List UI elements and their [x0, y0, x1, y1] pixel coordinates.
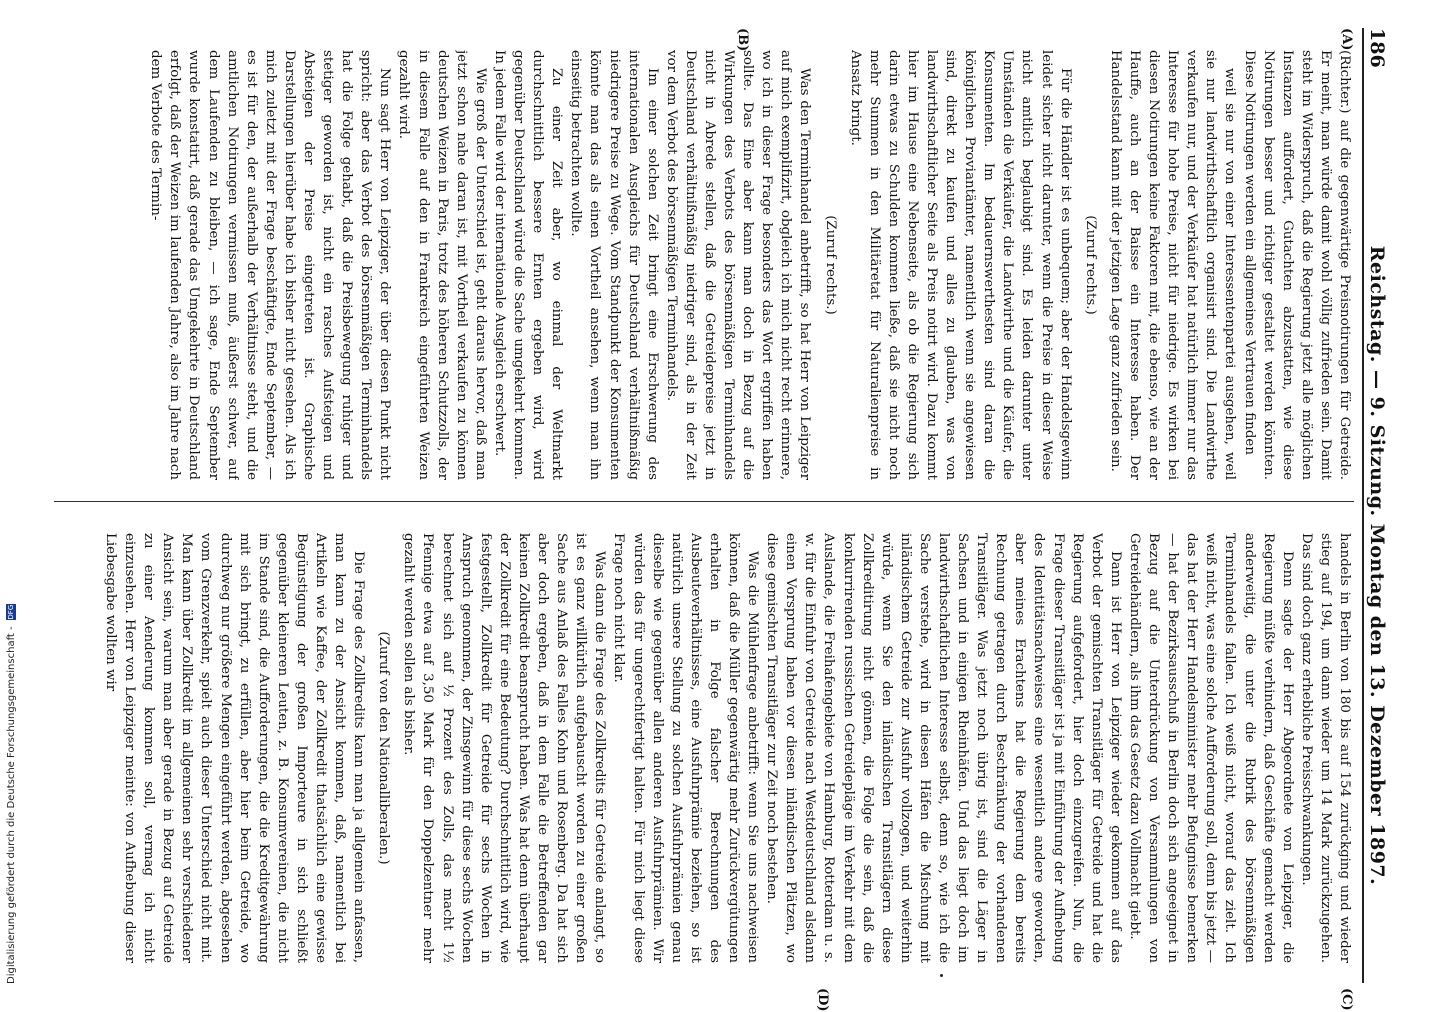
paragraph: Wie groß der Unterschied ist, geht daraus hervor, daß man jetzt schon nahe daran ist, mit Vortheil verkaufen zu können deutschen Weizen in Paris, trotz des höheren Schutzzolls, der in diesem Falle auf den in Frankreich eingeführten Weizen gezahlt wird.: [396, 50, 488, 480]
interjection: (Zuruf rechts.): [1082, 215, 1098, 315]
document-page: [45, 28, 1390, 1012]
paragraph: handels in Berlin von 180 bis auf 154 zurückging und wieder stieg auf 194, um dann wieder um 14 Mark zurückzugehen. Das sind doch ganz erhebliche Preisschwankungen.: [1298, 533, 1352, 963]
footer-credit: Digitalisierung gefördert durch die Deutsche Forschungsgemeinschaft -: [6, 626, 17, 984]
margin-marker-a: (A): [1339, 28, 1354, 51]
margin-marker-b: (B): [735, 28, 750, 52]
paragraph: Zu einer Zeit aber, wo einmal der Weltmarkt durchschnittlich bessere Ernten ergeben wird, wird gegenüber Deutschland würde die Sache umgekehrt kommen. In jedem Falle wird der internationale Ausgleich erschwert.: [491, 50, 565, 480]
margin-marker-c: (C): [1339, 988, 1354, 1011]
dfg-logo-icon: DFG: [7, 604, 15, 620]
paragraph: Denn sagte der Herr Abgeordnete von Leipziger, die Regierung müßte verhindern, daß Geschäfte gemacht werden anderweitig, die unter die Rubrik des börsenmäßigen Terminhandels fallen. Ich weiß nicht, worauf das zielt. Ich weiß nicht, was eine solche Aufforderung soll, denn bis jetzt — das hat der Herr Handelsminister mehr Befugnisse bemerken — hat der Bezirksausschuß in Berlin doch sich angeeignet in Bezug auf die Unterdrückung von Versammlungen von Getreidehändlern, als ihm das Gesetz dazu Vollmacht giebt.: [1126, 533, 1295, 963]
paragraph: Nun sagt Herr von Leipziger, der über diesen Punkt nicht spricht: aber das Verbot des börsenmäßigen Terminhandels hat die Folge gehabt, daß die Preisbewegung ruhiger und stetiger geworden ist, nicht ein rasches Aufsteigen und Absteigen der Preise eingetreten ist. Graphische Darstellungen hierüber habe ich bisher nicht gesehen. Als ich mich zuletzt mit der Frage beschäftigte, Ende September, — es ist für den, der außerhalb der Verhältnisse steht, und die amtlichen Notirungen vermissen muß, äußerst schwer, auf dem Laufenden zu bleiben, — ich sage, Ende September wurde konstatirt, daß gerade das Umgekehrte in Deutschland erfolgt, daß der Weizen im laufenden Jahre, also im Jahre nach dem Verbote des Termin-: [148, 50, 393, 480]
speck-mark: [940, 974, 943, 977]
page-number: 186: [1366, 28, 1388, 68]
right-text-column: [54, 533, 1354, 963]
page-title: Reichstag. — 9. Sitzung. Montag den 13. Dezember 1897.: [1366, 245, 1388, 886]
page-header: [1362, 28, 1390, 983]
paragraph: Dann ist Herr von Leipziger wieder gekommen auf das Verbot der gemischten Transitläger für Getreide und hat die Regierung aufgefordert, hier doch einzugreifen. Nun, die Frage dieser Transitläger ist ja mit Einführung der Aufhebung des Identitätsnachweises eine wesentlich andere geworden, aber meines Erachtens hat die Regierung dem bereits Rechnung getragen durch Beschränkung der vorhandenen Transitläger. Was jetzt noch übrig ist, sind die Läger in Sachsen und in einigen Rheinhäfen. Und das liegt doch im landwirthschaftlichen Interesse selbst, denn so, wie ich die Sache verstehe, wird in diesen Häfen die Mischung mit inländischem Getreide zur Ausfuhr vollzogen, und weiterhin würde, wenn Sie den inländischen Transitlägern diese Zollkreditirung nicht gönnen, die Folge die sein, daß die konkurrirenden russischen Getreidepläge im Verkehr mit dem Auslande, die Freihafengebiete von Hamburg, Rotterdam u. s. w. für die Einfuhr von Getreide nach Westdeutschland alsdann einen Vorsprung haben vor diesen inländischen Plätzen, wo diese gemischten Transitläger zur Zeit noch bestehen.: [764, 533, 1123, 963]
left-text-column: [54, 50, 1354, 480]
paragraph: (Richter.) auf die gegenwärtige Preisnotirungen für Getreide. Er meint, man würde damit wohl völlig zufrieden sein. Damit steht im Widerspruch, daß die Regierung jetzt alle möglichen Instanzen auffordert, Gutachten abzustatten, wie diese Notirungen besser und richtiger gestaltet werden könnten. Diese Notirungen werden ein allgemeines Vertrauen finden: [1241, 50, 1352, 480]
paragraph: Was die Mühlenfrage anbetrifft: wenn Sie uns nachweisen können, daß die Müller gegenwärtig mehr Zurückvergütungen erhalten in Folge falscher Berechnungen des Ausbeuteverhältnisses, eine Ausfuhrprämie beziehen, so ist natürlich unsere Stellung zu solchen Ausfuhrprämien genau dieselbe wie gegenüber allen anderen Ausfuhrprämien. Wir würden das für ungerechtfertigt halten. Für mich liegt diese Frage noch nicht klar.: [611, 533, 761, 963]
paragraph: Was dann die Frage des Zollkredits für Getreide anlangt, so ist es ganz willkürlich aufgebauscht worden zu einer großen Sache aus Anlaß des Falles Kohn und Rosenberg. Da hat sich aber doch ergeben, daß in dem Falle die Betreffenden gar keinen Zollkredit beansprucht haben. Was hat denn überhaupt der Zollkredit für eine Bedeutung? Durchschnittlich wird, wie festgestellt, Zollkredit für Getreide für sechs Wochen in Anspruch genommen, der Zinsgewinn für diese sechs Wochen berechnet sich auf ½ Prozent des Zolls, das macht 1½ Pfennige etwa auf 3,50 Mark für den Doppelzentner mehr gezahlt werden sollen als bisher.: [401, 533, 608, 963]
digitization-footer: [6, 24, 20, 984]
interjection: (Zuruf von den Nationalliberalen.): [376, 631, 392, 865]
paragraph: Im einer solchen Zeit bringt eine Erschwerung des internationalen Ausgleichs für Deutschland verhältnißmäßig niedrigere Preise zu Wege. Vom Standpunkt der Konsumenten könnte man das als einen Vortheil ansehen, wenn man ihn einseitig betrachten wollte.: [568, 50, 660, 480]
margin-marker-d: (D): [815, 988, 830, 1012]
interjection: (Zuruf rechts.): [822, 215, 838, 315]
paragraph: Für die Händler ist es unbequem; aber der Handelsgewinn leidet sicher nicht darunter, wenn die Preise in dieser Weise nicht amtlich beglaubigt sind. Es leiden darunter unter Umständen die Verkäufer, die Landwirthe und die Käufer, die Konsumenten. Im bedauernswerthesten sind daran die königlichen Proviantämter, namentlich wenn sie angewiesen sind, direkt zu kaufen und alles zu glauben, was von landwirthschaftlicher Seite als Preis notirt wird. Dazu kommt hier im Hause eine Nebenseite, als ob die Regierung sich darin etwas zu Schulden kommen ließe, daß sie nicht noch mehr Summen in den Militäretat für Naturalienpreise in Ansatz bringt.: [847, 50, 1073, 480]
paragraph: Die Frage des Zollkredits kann man ja allgemein anfassen, man kann zu der Ansicht kommen, daß, namentlich bei Artikeln wie Kaffee, der Zollkredit thatsächlich eine gewisse Begünstigung der großen Importeure in sich schließt gegenüber kleineren Leuten, z. B. Konsumvereinen, die nicht im Stande sind, die Aufforderungen, die die Kreditgewährung mit sich bringt, zu erfüllen, aber hier beim Getreide, wo durchweg nur größere Mengen eingeführt werden, abgesehen vom Grenzverkehr, spielt auch dieser Unterschied nicht mit. Man kann über Zollkredit im allgemeinen sehr verschiedener Ansicht sein, warum man aber gerade in Bezug auf Getreide zu einer Aenderung kommen soll, vermag ich nicht einzusehen. Herr von Leipziger meinte: von Aufhebung dieser Liebesgabe wollten wir: [103, 533, 367, 963]
column-divider: [54, 501, 1354, 502]
paragraph: Was den Terminhandel anbetrifft, so hat Herr von Leipziger auf mich exemplifizirt, obgleich ich mich nicht recht erinnere, wo ich in dieser Frage besonders das Wort ergriffen haben sollte. Das Eine aber kann man doch in Bezug auf die Wirkungen des Verbots des börsenmäßigen Terminhandels nicht in Abrede stellen, daß die Getreidepreise jetzt in Deutschland verhältnißmäßig niedriger sind, als in der Zeit vor dem Verbot des börsenmäßigen Terminhandels.: [663, 50, 813, 480]
paragraph: weil sie nur von einer Interessentenpartei ausgehen, weil sie nur landwirthschaftlich organisirt sind. Die Landwirthe verkaufen nur, und der Verkäufer hat natürlich immer nur das Interesse für hohe Preise, nicht für niedrige. Es wirken bei diesen Notirungen keine Faktoren mit, die ebenso, wie an der Hauffe, auch an der Baisse ein Interesse haben. Der Handelsstand kann mit der jetzigen Lage ganz zufrieden sein.: [1107, 50, 1238, 480]
